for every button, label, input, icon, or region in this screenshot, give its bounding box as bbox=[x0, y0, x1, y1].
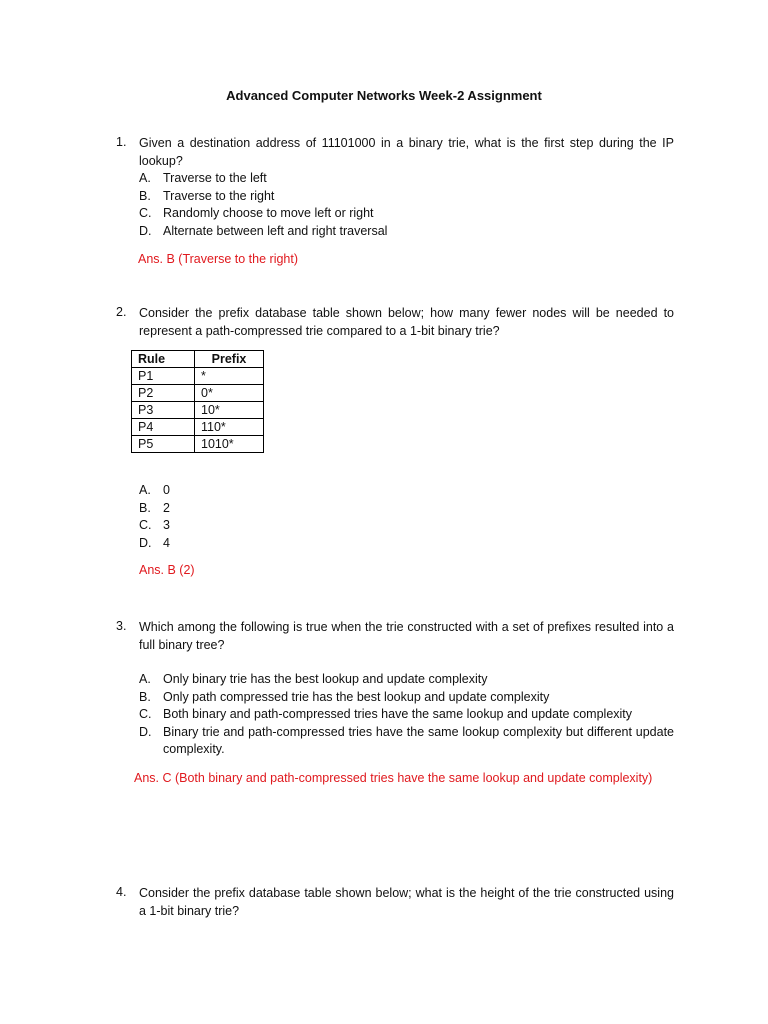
answer-1: Ans. B (Traverse to the right) bbox=[138, 252, 299, 266]
page-title: Advanced Computer Networks Week-2 Assignment bbox=[226, 88, 542, 103]
option-letter: D. bbox=[139, 535, 152, 550]
option-text: Traverse to the right bbox=[163, 188, 275, 203]
question-1 bbox=[116, 135, 674, 240]
option-letter: B. bbox=[139, 188, 151, 203]
option-text: 4 bbox=[163, 535, 170, 550]
option-a bbox=[139, 671, 674, 689]
option-letter: B. bbox=[139, 689, 151, 704]
table-row bbox=[132, 368, 264, 385]
option-b bbox=[139, 689, 674, 707]
option-d bbox=[139, 724, 674, 759]
table-row bbox=[132, 402, 264, 419]
question-text: Consider the prefix database table shown below; what is the height of the trie constructed using a 1-bit binary trie? bbox=[139, 886, 674, 918]
rule-cell: P5 bbox=[132, 436, 195, 453]
question-number: 4. bbox=[116, 885, 127, 899]
option-c bbox=[139, 706, 674, 724]
question-number: 3. bbox=[116, 619, 127, 633]
header-prefix: Prefix bbox=[195, 351, 264, 368]
prefix-cell: 10* bbox=[195, 402, 264, 419]
answer-3: Ans. C (Both binary and path-compressed tries have the same lookup and update complexity) bbox=[134, 771, 653, 785]
option-a bbox=[139, 170, 674, 188]
question-2 bbox=[116, 305, 674, 340]
option-b bbox=[139, 500, 339, 518]
prefix-table bbox=[131, 350, 264, 453]
question-3 bbox=[116, 619, 674, 654]
rule-cell: P1 bbox=[132, 368, 195, 385]
option-d bbox=[139, 535, 339, 553]
table-row bbox=[132, 436, 264, 453]
rule-cell: P2 bbox=[132, 385, 195, 402]
rule-cell: P4 bbox=[132, 419, 195, 436]
option-letter: A. bbox=[139, 171, 151, 185]
table-header-row bbox=[132, 351, 264, 368]
question-text: Given a destination address of 11101000 in a binary trie, what is the first step during the IP lookup? bbox=[139, 136, 674, 168]
prefix-cell: 1010* bbox=[195, 436, 264, 453]
option-letter: D. bbox=[139, 724, 152, 739]
question-text: Which among the following is true when the trie constructed with a set of prefixes resulted into a full binary tree? bbox=[139, 620, 674, 652]
option-letter: C. bbox=[139, 518, 152, 532]
prefix-cell: 110* bbox=[195, 419, 264, 436]
option-letter: C. bbox=[139, 707, 152, 721]
option-text: Binary trie and path-compressed tries have the same lookup complexity but different update complexity. bbox=[163, 724, 674, 756]
answer-2: Ans. B (2) bbox=[139, 563, 195, 577]
table-row bbox=[132, 419, 264, 436]
option-d bbox=[139, 223, 674, 241]
question-text: Consider the prefix database table shown below; how many fewer nodes will be needed to represent a path-compressed trie compared to a 1-bit binary trie? bbox=[139, 306, 674, 338]
option-a bbox=[139, 482, 339, 500]
option-letter: A. bbox=[139, 672, 151, 686]
option-c bbox=[139, 205, 674, 223]
option-letter: B. bbox=[139, 500, 151, 515]
prefix-cell: 0* bbox=[195, 385, 264, 402]
option-text: 3 bbox=[163, 518, 170, 532]
option-text: Both binary and path-compressed tries have the same lookup and update complexity bbox=[163, 707, 633, 721]
option-text: Only path compressed trie has the best lookup and update complexity bbox=[163, 689, 550, 704]
prefix-cell: * bbox=[195, 368, 264, 385]
option-list bbox=[139, 170, 674, 240]
option-letter: D. bbox=[139, 223, 152, 238]
option-text: Traverse to the left bbox=[163, 171, 267, 185]
question-number: 2. bbox=[116, 305, 127, 319]
option-text: 2 bbox=[163, 500, 170, 515]
rule-cell: P3 bbox=[132, 402, 195, 419]
question-4 bbox=[116, 885, 674, 920]
option-list-3 bbox=[139, 671, 674, 759]
table-row bbox=[132, 385, 264, 402]
question-number: 1. bbox=[116, 135, 127, 149]
option-text: Only binary trie has the best lookup and update complexity bbox=[163, 672, 488, 686]
option-b bbox=[139, 188, 674, 206]
header-rule: Rule bbox=[132, 351, 195, 368]
option-text: 0 bbox=[163, 483, 170, 497]
option-letter: A. bbox=[139, 483, 151, 497]
option-text: Alternate between left and right traversal bbox=[163, 223, 388, 238]
option-list-2 bbox=[139, 482, 339, 552]
option-c bbox=[139, 517, 339, 535]
option-letter: C. bbox=[139, 206, 152, 220]
option-text: Randomly choose to move left or right bbox=[163, 206, 374, 220]
